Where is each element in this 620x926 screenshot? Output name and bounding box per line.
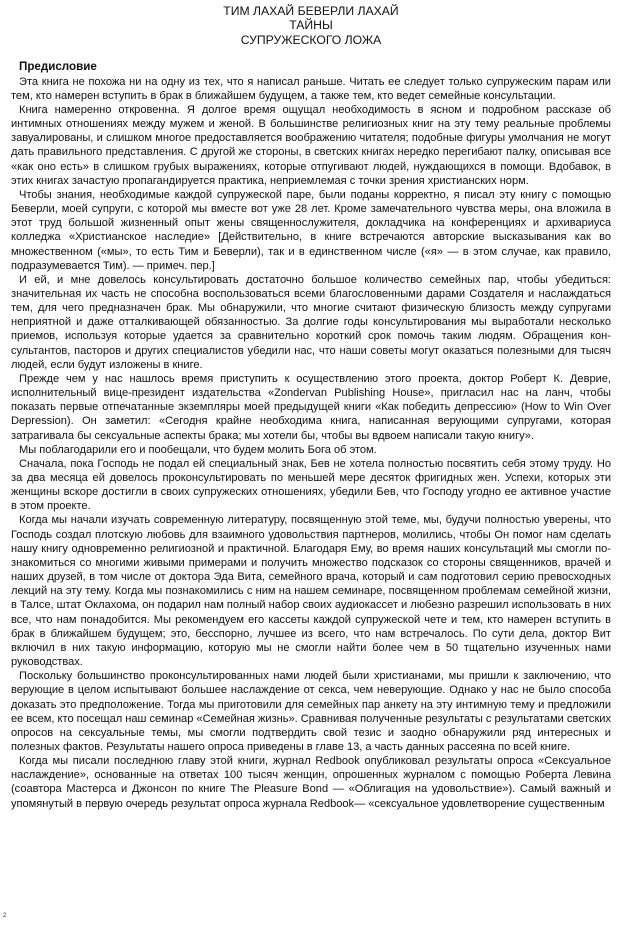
paragraph: Мы поблагодарили его и пообещали, что будем молить Бога об этом. <box>19 443 377 456</box>
paragraph: Сначала, пока Господь не подал ей специальный знак, Бев не хотела полностью посвятить себя этому труду. Но за два месяца ей довелось проконсультировать по меньшей мере десяток фригидных жен. Успехи, которых эти женщины вскоре достигли в своих супружеских отношениях, убедили Бев, что Господу угодно ее активное участие в этом проекте. <box>11 457 611 513</box>
book-title-line-1: ТАЙНЫ <box>289 18 333 33</box>
section-title: Предисловие <box>19 60 97 74</box>
paragraph: Поскольку большинство проконсультированных нами людей были христианами, мы пришли к заключению, что верующие в целом испытывают большее наслаждение от секса, чем неверующие. Однако у нас не было способа доказать это предположение. Тогда мы приготовили для семейных пар анкету на эту интимную тему и предложили ее всем, кто посещал наш семинар «Семейная жизнь». Сравнивая полученные результаты с результатами светских опросов на сексуальные темы, мы смогли подтвердить свой тезис и заодно обнаружили ряд интересных и полезных фактов. Результаты нашего опроса приведены в главе 13, а часть данных рассеяна по всей книге. <box>11 670 611 753</box>
paragraph: Эта книга не похожа ни на одну из тех, что я написал раньше. Читать ее следует только супружеским парам или тем, кто намерен вступить в брак в ближайшем будущем, а также тем, кто ведет семейные консультации. <box>11 75 611 102</box>
paragraph: Чтобы знания, необходимые каждой супружеской паре, были поданы корректно, я писал эту книгу с помощью Беверли, моей супруги, с которой мы вместе вот уже 28 лет. Кроме замечательного чувства меры, она вложила в этот труд большой жизненный опыт жены священнослужителя, докладчика на конференциях и архивариуса колледжа «Христианское наследие» [Действительно, в книге встречаются авторские высказывания как во множественном («мы», то есть Тим и Беверли), так и в единственном числе («я» — в этом случае, как правило, подразумевается Тим). — примеч. пер.] <box>11 188 611 272</box>
paragraph: Когда мы начали изучать современную литературу, посвященную этой теме, мы, будучи полностью уверены, что Господь создал плотскую любовь для взаимного удовольствия партнеров, молились, чтобы Он помог нам сделать нашу книгу одновременно религиозной и практичной. Благодаря Ему, во время наших консультаций мы смогли познакомиться со многими живыми примерами и получить множество подсказок со стороны священников, врачей и наших друзей, в том числе от доктора Эда Вита, семейного врача, который и сам подготовил серию превосходных лекций на эту тему. Когда мы познакомились с ним на нашем семинаре, посвященном проблемам семейной жизни, в Талсе, штат Оклахома, он подарил нам полный набор своих аудиокассет и любезно разрешил использовать в них все, что нам понадобится. Мы рекомендуем его кассеты каждой супружеской чете и тем, кто намерен вступить в брак в ближайшем будущем; это, бесспорно, лучшее из всего, что нам встречалось. По сути дела, доктор Вит включил в них такую информацию, которую мы не смогли найти более чем в 50 тщательно изученных нами руководствах. <box>11 514 611 669</box>
book-header <box>11 4 611 47</box>
paragraph: Когда мы писали последнюю главу этой книги, журнал Redbook опубликовал результаты опроса «Сексуальное наслаждение», основанные на ответах 100 тысяч женщин, опрошенных журналом с помощью Роберта Левина (соавтора Мастерса и Джонсон по книге The Pleasure Bond — «Облигация на удовольствие»). Самый важный и упомянутый в первую очередь результат опроса журнала Redbook— «сексуальное удовлетворение существенным <box>11 755 611 810</box>
paragraph: И ей, и мне довелось консультировать достаточно большое количество семейных пар, чтобы убедиться: значительная их часть не способна воспользоваться всеми благословенными дарами Создателя и наслаждаться тем, для чего предназначен брак. Мы обнаружили, что многие считают физическую близость между супругами неприятной и даже отталкивающей обязанностью. За долгие годы консультирования мы выработали несколько приемов, используя которые удается за сравнительно короткий срок помочь таким людям. Обращения консультантов, пасторов и других специалистов убедили нас, что наши советы могут оказаться полезными для тысяч людей, если будут изложены в книге. <box>11 273 611 371</box>
paragraph: Прежде чем у нас нашлось время приступить к осуществлению этого проекта, доктор Роберт К. Деврие, исполнительный вице-президент издательства «Zondervan Publishing House», пригласил нас на ланч, чтобы показать первые отпечатанные экземпляры моей предыдущей книги «Как победить депрессию» (How to Win Over Depression). Он заметил: «Сегодня крайне необходима книга, написанная верующими супругами, которая затрагивала бы сексуальные аспекты брака; мы хотели бы, чтобы вы вдвоем написали такую книгу». <box>11 372 611 442</box>
paragraph: Книга намеренно откровенна. Я долгое время ощущал необходимость в ясном и подробном рассказе об интимных отношениях между мужем и женой. В большинстве религиозных книг на эту тему реальные проблемы завуалированы, и слишком многое предоставляется воображению читателя; подобные фигуры умолчания не могут дать правильного представления. С другой же стороны, в светских книгах нередко перегибают палку, описывая все «как оно есть» в слишком грубых выражениях, которые отпугивают людей, нуждающихся в помощи. Вдобавок, в этих книгах зачастую пропагандируется практика, неприемлемая с точки зрения христианских норм. <box>11 103 611 187</box>
page-number: 2 <box>3 913 7 919</box>
book-title-line-2: СУПРУЖЕСКОГО ЛОЖА <box>240 32 382 47</box>
book-authors: ТИМ ЛАХАЙ БЕВЕРЛИ ЛАХАЙ <box>223 4 399 18</box>
